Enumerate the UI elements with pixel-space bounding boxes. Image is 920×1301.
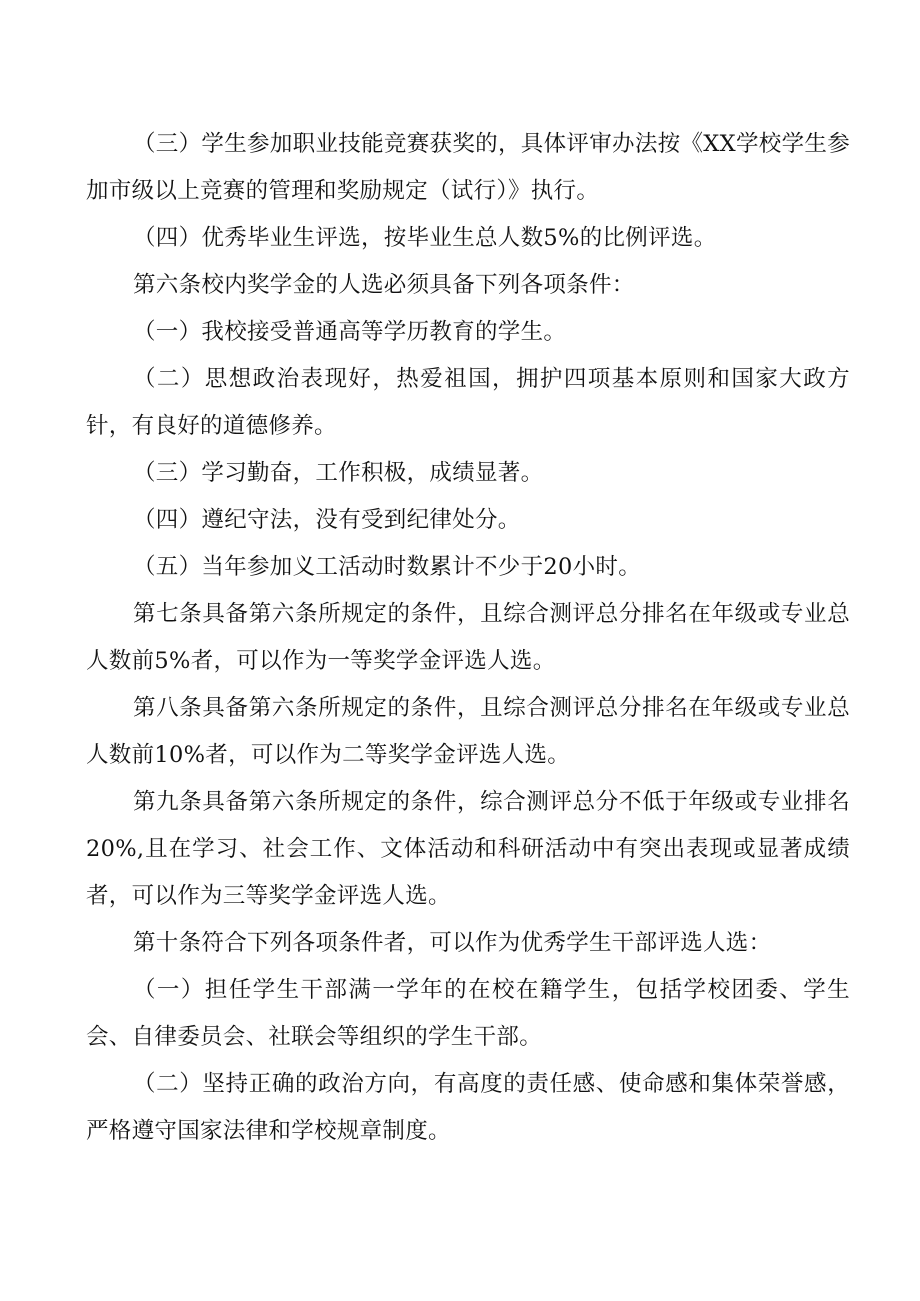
- paragraph-article-8: 第八条具备第六条所规定的条件，且综合测评总分排名在年级或专业总人数前10%者，可以作为二等奖学金评选人选。: [86, 695, 850, 768]
- paragraph-article-6-item-3: （三）学习勤奋，工作积极，成绩显著。: [133, 460, 544, 486]
- paragraph-article-6-item-4: （四）遵纪守法，没有受到纪律处分。: [133, 507, 521, 533]
- paragraph-article-9: 第九条具备第六条所规定的条件，综合测评总分不低于年级或专业排名20%,且在学习、社会工作、文体活动和科研活动中有突出表现或显著成绩者，可以作为三等奖学金评选人选。: [86, 789, 850, 909]
- document-body: [86, 121, 850, 1155]
- paragraph-article-6-item-2: （二）思想政治表现好，热爱祖国，拥护四项基本原则和国家大政方针，有良好的道德修养。: [86, 366, 850, 439]
- paragraph-article-10-item-2: （二）坚持正确的政治方向，有高度的责任感、使命感和集体荣誉感，严格遵守国家法律和学校规章制度。: [86, 1071, 850, 1144]
- paragraph-article-7: 第七条具备第六条所规定的条件，且综合测评总分排名在年级或专业总人数前5%者，可以作为一等奖学金评选人选。: [86, 601, 850, 674]
- paragraph-article-10-item-1: （一）担任学生干部满一学年的在校在籍学生，包括学校团委、学生会、自律委员会、社联会等组织的学生干部。: [86, 977, 850, 1050]
- paragraph-article-6-item-5: （五）当年参加义工活动时数累计不少于20小时。: [133, 554, 642, 580]
- paragraph-article-6-item-1: （一）我校接受普通高等学历教育的学生。: [133, 319, 567, 345]
- paragraph-article-6: 第六条校内奖学金的人选必须具备下列各项条件：: [133, 272, 635, 298]
- paragraph-outstanding-graduates: （四）优秀毕业生评选，按毕业生总人数5%的比例评选。: [133, 225, 717, 251]
- paragraph-competition-awards: （三）学生参加职业技能竞赛获奖的，具体评审办法按《XX学校学生参加市级以上竞赛的管理和奖励规定（试行）》执行。: [86, 131, 850, 204]
- paragraph-article-10: 第十条符合下列各项条件者，可以作为优秀学生干部评选人选：: [133, 930, 772, 956]
